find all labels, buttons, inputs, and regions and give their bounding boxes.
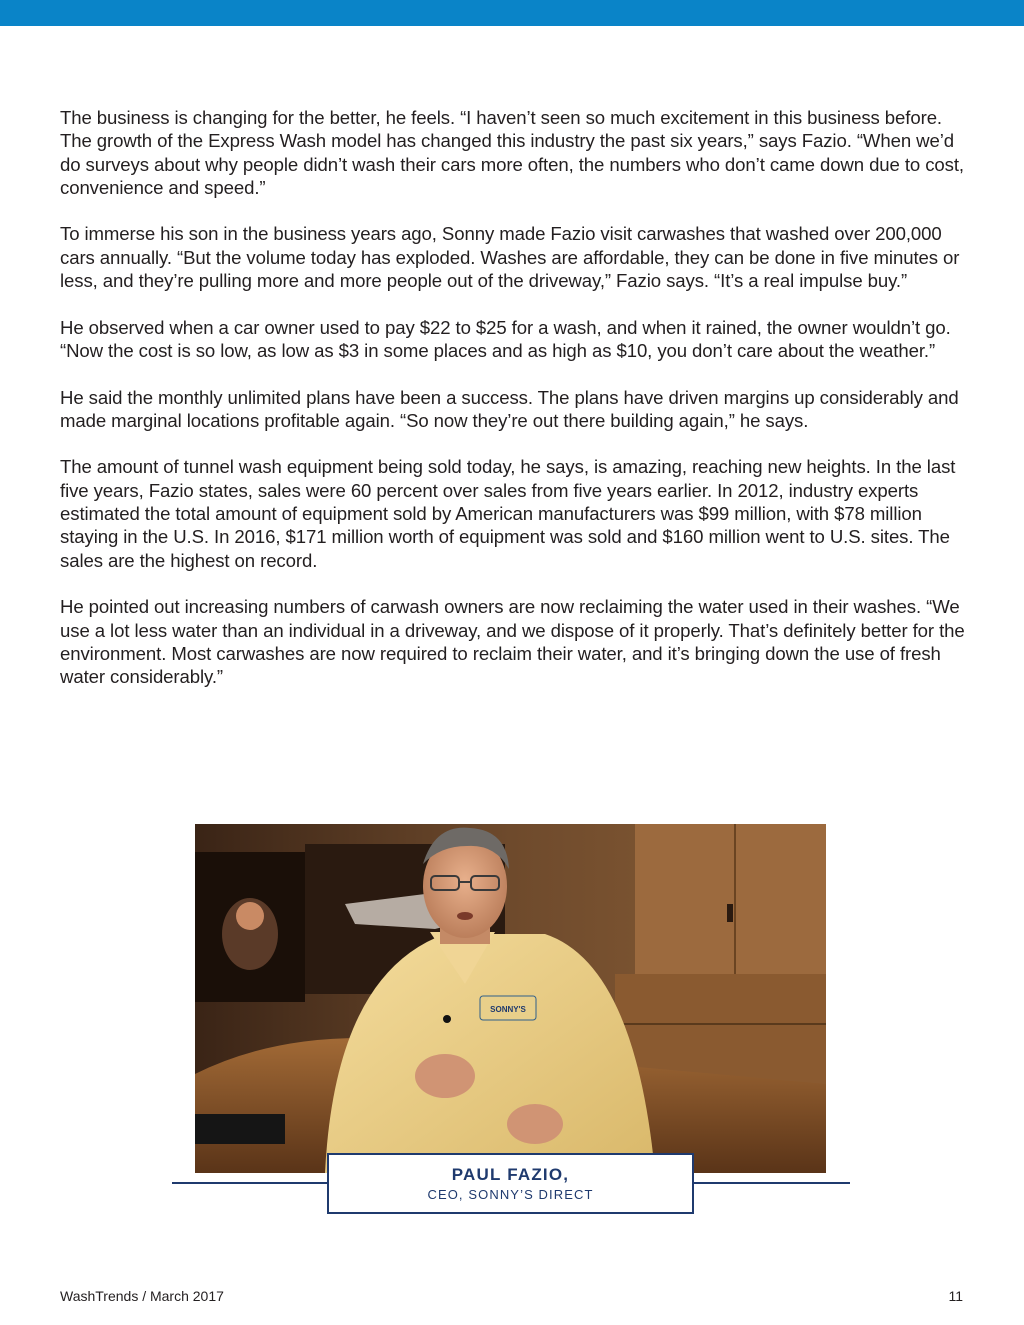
caption-rule-left — [172, 1182, 328, 1184]
portrait-photo — [195, 824, 826, 1173]
article-body — [60, 106, 965, 712]
article-paragraph-6: He pointed out increasing numbers of carwash owners are now reclaiming the water used in their washes. “We use a lot less water than an individual in a driveway, and we dispose of it properly. That’s definitely better for the environment. Most carwashes are now required to reclaim their water, and it’s bringing down the use of fresh water considerably.” — [60, 596, 965, 688]
footer-publication: WashTrends / March 2017 — [60, 1288, 224, 1304]
keyboard — [195, 1114, 285, 1144]
portrait-illustration — [195, 824, 826, 1173]
article-paragraph-5: The amount of tunnel wash equipment being sold today, he says, is amazing, reaching new heights. In the last five years, Fazio states, sales were 60 percent over sales from five years earlier. In 2012, industry experts estimated the total amount of equipment sold by American manufacturers was $99 million, with $78 million staying in the U.S. In 2016, $171 million worth of equipment was sold and $160 million went to U.S. sites. The sales are the highest on record. — [60, 456, 956, 571]
caption-name: PAUL FAZIO, — [451, 1165, 570, 1184]
footer-page-number: 11 — [948, 1288, 963, 1304]
top-color-band — [0, 0, 1024, 26]
photo-caption — [327, 1153, 694, 1214]
article-paragraph-4: He said the monthly unlimited plans have been a success. The plans have driven margins up considerably and made marginal locations profitable again. “So now they’re out there building again,” he says. — [60, 386, 959, 431]
shirt-logo-text: SONNY'S — [490, 1005, 526, 1014]
caption-rule-right — [693, 1182, 850, 1184]
article-paragraph-2: To immerse his son in the business years ago, Sonny made Fazio visit carwashes that washed over 200,000 cars annually. “But the volume today has exploded. Washes are affordable, they can be done in five minutes or less, and they’re pulling more and more people out of the driveway,” Fazio says. “It’s a real impulse buy.” — [60, 223, 960, 292]
hand-left — [415, 1054, 475, 1098]
hand-right — [507, 1104, 563, 1144]
article-paragraph-1: The business is changing for the better, he feels. “I haven’t seen so much excitement in this business before. The growth of the Express Wash model has changed this industry the past six years,” says Fazio. “When we’d do surveys about why people didn’t wash their cars more often, the numbers who don’t came down due to cost, convenience and speed.” — [60, 107, 964, 198]
article-paragraph-3: He observed when a car owner used to pay $22 to $25 for a wash, and when it rained, the owner wouldn’t go. “Now the cost is so low, as low as $3 in some places and as high as $10, you don’t care about the weather.” — [60, 316, 951, 361]
caption-title: CEO, SONNY’S DIRECT — [427, 1187, 594, 1202]
lapel-mic-icon — [443, 1015, 451, 1023]
